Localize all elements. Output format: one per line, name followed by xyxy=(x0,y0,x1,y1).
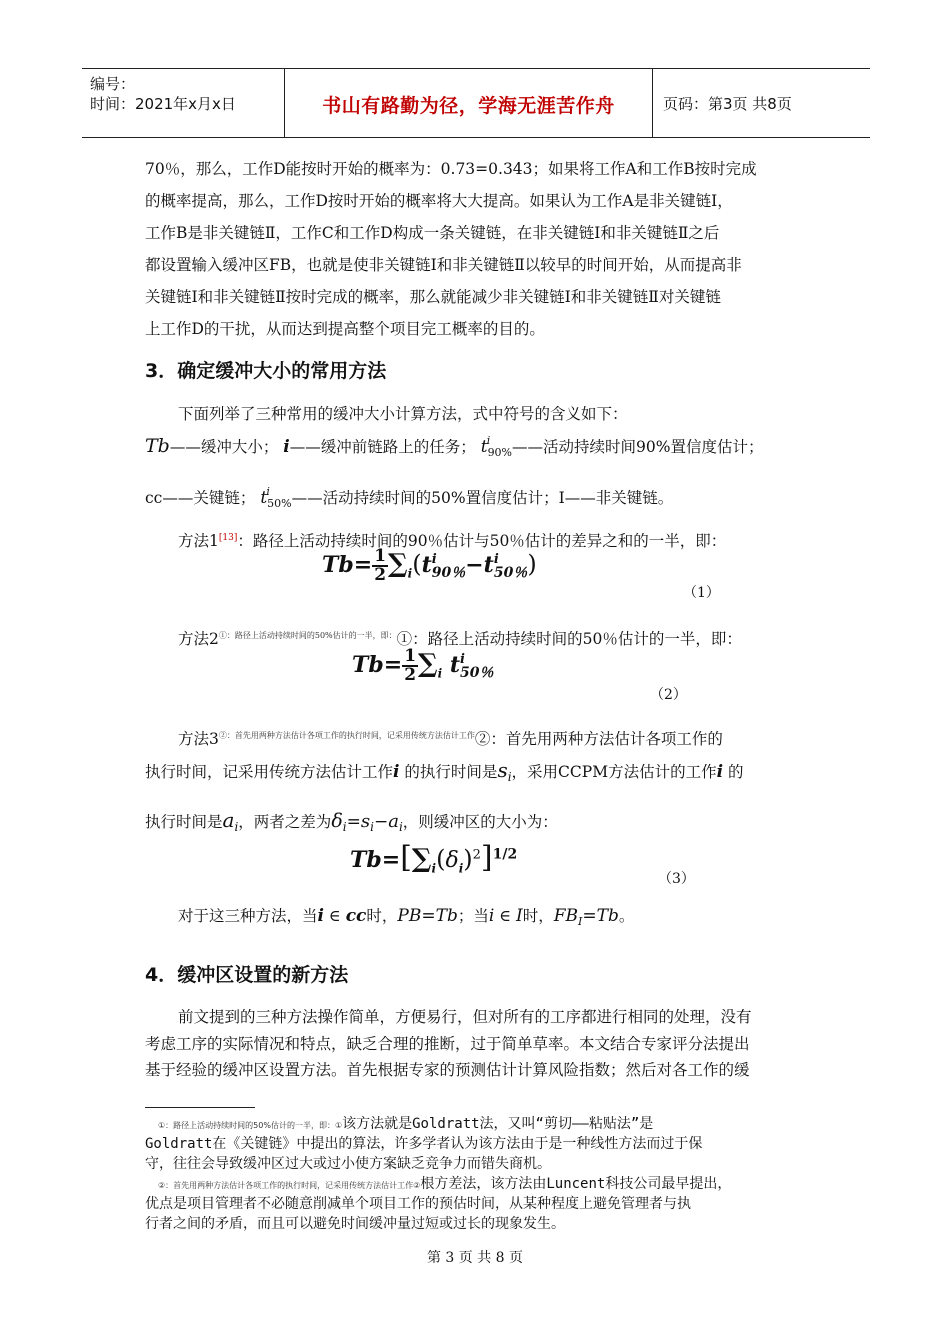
page-label: 页码：第3页 共8页 xyxy=(663,95,792,113)
paragraph-line: 的概率提高，那么，工作D按时开始的概率将大大提高。如果认为工作A是非关键链Ⅰ， xyxy=(145,192,733,210)
citation-ref: [13] xyxy=(218,533,238,543)
symbol-definitions-line1 xyxy=(145,430,763,465)
method3-line2: 执行时间，记采用传统方法估计工作i 的执行时间是$s_i$，采用CCPM方法估计的工作i 的 xyxy=(145,758,744,785)
motto: 书山有路勤为径，学海无涯苦作舟 xyxy=(322,95,615,117)
paragraph-line: 关键链Ⅰ和非关键链Ⅱ按时完成的概率，那么就能减少非关键链Ⅰ和非关键链Ⅱ对关键链 xyxy=(145,288,721,306)
section-heading: 4．缓冲区设置的新方法 xyxy=(145,964,349,986)
footnote-divider xyxy=(145,1107,255,1108)
paragraph-line: 上工作D的干扰，从而达到提高整个项目完工概率的目的。 xyxy=(145,320,545,338)
method1-line: 方法1[13]：路径上活动持续时间的90％估计与50％估计的差异之和的一半，即： xyxy=(178,532,727,551)
method3-line: 方法$3^{②:首先用两种方法估计各项工作的执行时间,记采用传统方法估计工作}②$：首先用两种方法估计各项工作的 xyxy=(178,730,723,749)
paragraph-line: 都设置输入缓冲区FB，也就是使非关键链Ⅰ和非关键链Ⅱ以较早的时间开始，从而提高非 xyxy=(145,256,742,274)
section-heading: 3．确定缓冲大小的常用方法 xyxy=(145,360,387,382)
header-motto-cell xyxy=(285,69,653,137)
footnote-2: ②：首先用两种方法估计各项工作的执行时间，记采用传统方法估计工作②根方差法，该方法由Luncent科技公司最早提出， xyxy=(158,1176,732,1192)
header-info-cell xyxy=(82,69,285,137)
footnote-anchor: ①：路径上活动持续时间的50%估计的一半，即： xyxy=(218,631,397,640)
footnote-1: ①：路径上活动持续时间的50%估计的一半，即：①该方法就是Goldratt法，又叫“剪切——粘贴法”是 xyxy=(158,1116,654,1132)
footnote-anchor: ②：首先用两种方法估计各项工作的执行时间，记采用传统方法估计工作 xyxy=(218,731,475,740)
equation-3: $Tb=[\sum_i(\delta_i)^2]^{1/2}$ xyxy=(350,840,518,876)
symbol-t90: t i $_{90\%}$ xyxy=(480,434,513,459)
footnote-line: 行者之间的矛盾，而且可以避免时间缓冲量过短或过长的现象发生。 xyxy=(145,1216,565,1232)
footnote-line: 守，往往会导致缓冲区过大或过小使方案缺乏竞争力而错失商机。 xyxy=(145,1156,551,1172)
paragraph-line: 考虑工序的实际情况和特点，缺乏合理的推断，过于简单草率。本文结合专家评分法提出 xyxy=(145,1035,750,1053)
page-footer: 第 3 页 共 8 页 xyxy=(426,1250,524,1266)
symbol-cc: cc xyxy=(145,489,163,507)
symbol-tb-desc: ——缓冲大小； xyxy=(169,438,279,456)
symbol-tb: Tb xyxy=(145,435,170,457)
symbol-t90-desc: ——活动持续时间90%置信度估计； xyxy=(512,438,764,456)
method3-line3: 执行时间是$a_i$，两者之差为$\delta_i=s_i-a_i$，则缓冲区的大小为： xyxy=(145,808,558,835)
paragraph-line: 工作B是非关键链Ⅱ，工作C和工作D构成一条关键链，在非关键链Ⅰ和非关键链Ⅱ之后 xyxy=(145,224,720,242)
symbol-definitions-line2 xyxy=(145,482,673,516)
symbol-i: i xyxy=(283,437,290,457)
method2-line: 方法$2^{①:路径上活动持续时间的50\%估计的一半,即:}①$：路径上活动持续时间的50％估计的一半，即： xyxy=(178,630,742,649)
equation-number: （1） xyxy=(683,585,720,601)
intro-line: 下面列举了三种常用的缓冲大小计算方法，式中符号的含义如下： xyxy=(178,405,628,423)
equation-2: Tb= $\frac{1}{2}$ $\sum_i$ t i 50％ xyxy=(352,646,494,685)
footnote-line: Goldratt在《关键链》中提出的算法，许多学者认为该方法由于是一种线性方法而过于保 xyxy=(145,1136,703,1152)
symbol-i-desc: ——缓冲前链路上的任务； xyxy=(289,438,476,456)
footnote-line: 优点是项目管理者不必随意削减单个项目工作的预估时间，从某种程度上避免管理者与执 xyxy=(145,1196,691,1212)
paragraph-line: 基于经验的缓冲区设置方法。首先根据专家的预测估计计算风险指数；然后对各工作的缓 xyxy=(145,1061,750,1079)
equation-number: （3） xyxy=(658,871,695,887)
number-label: 编号： xyxy=(90,75,136,93)
condition-line: 对于这三种方法，当i ∈ cc时，PB=Tb；当i ∈ I时，$FB_I=Tb$。 xyxy=(178,906,635,929)
symbol-t50: t i $_{50\%}$ xyxy=(260,485,292,510)
equation-1: Tb= $\frac{1}{2}$ $\sum_i(t$ i 90％ −t i 50％ ) xyxy=(322,546,537,585)
equation-number: （2） xyxy=(650,687,687,703)
symbol-t50-desc: ——活动持续时间的50%置信度估计；I——非关键链。 xyxy=(291,489,674,507)
symbol-cc-desc: ——关键链； xyxy=(162,489,256,507)
date-label: 时间：2021年x月x日 xyxy=(90,95,236,113)
page-header xyxy=(82,68,870,138)
paragraph-line: 前文提到的三种方法操作简单，方便易行，但对所有的工序都进行相同的处理，没有 xyxy=(178,1008,752,1026)
header-page-cell xyxy=(653,69,870,137)
paragraph-line: 70％，那么，工作D能按时开始的概率为：0.73=0.343；如果将工作A和工作B按时完成 xyxy=(145,160,757,178)
